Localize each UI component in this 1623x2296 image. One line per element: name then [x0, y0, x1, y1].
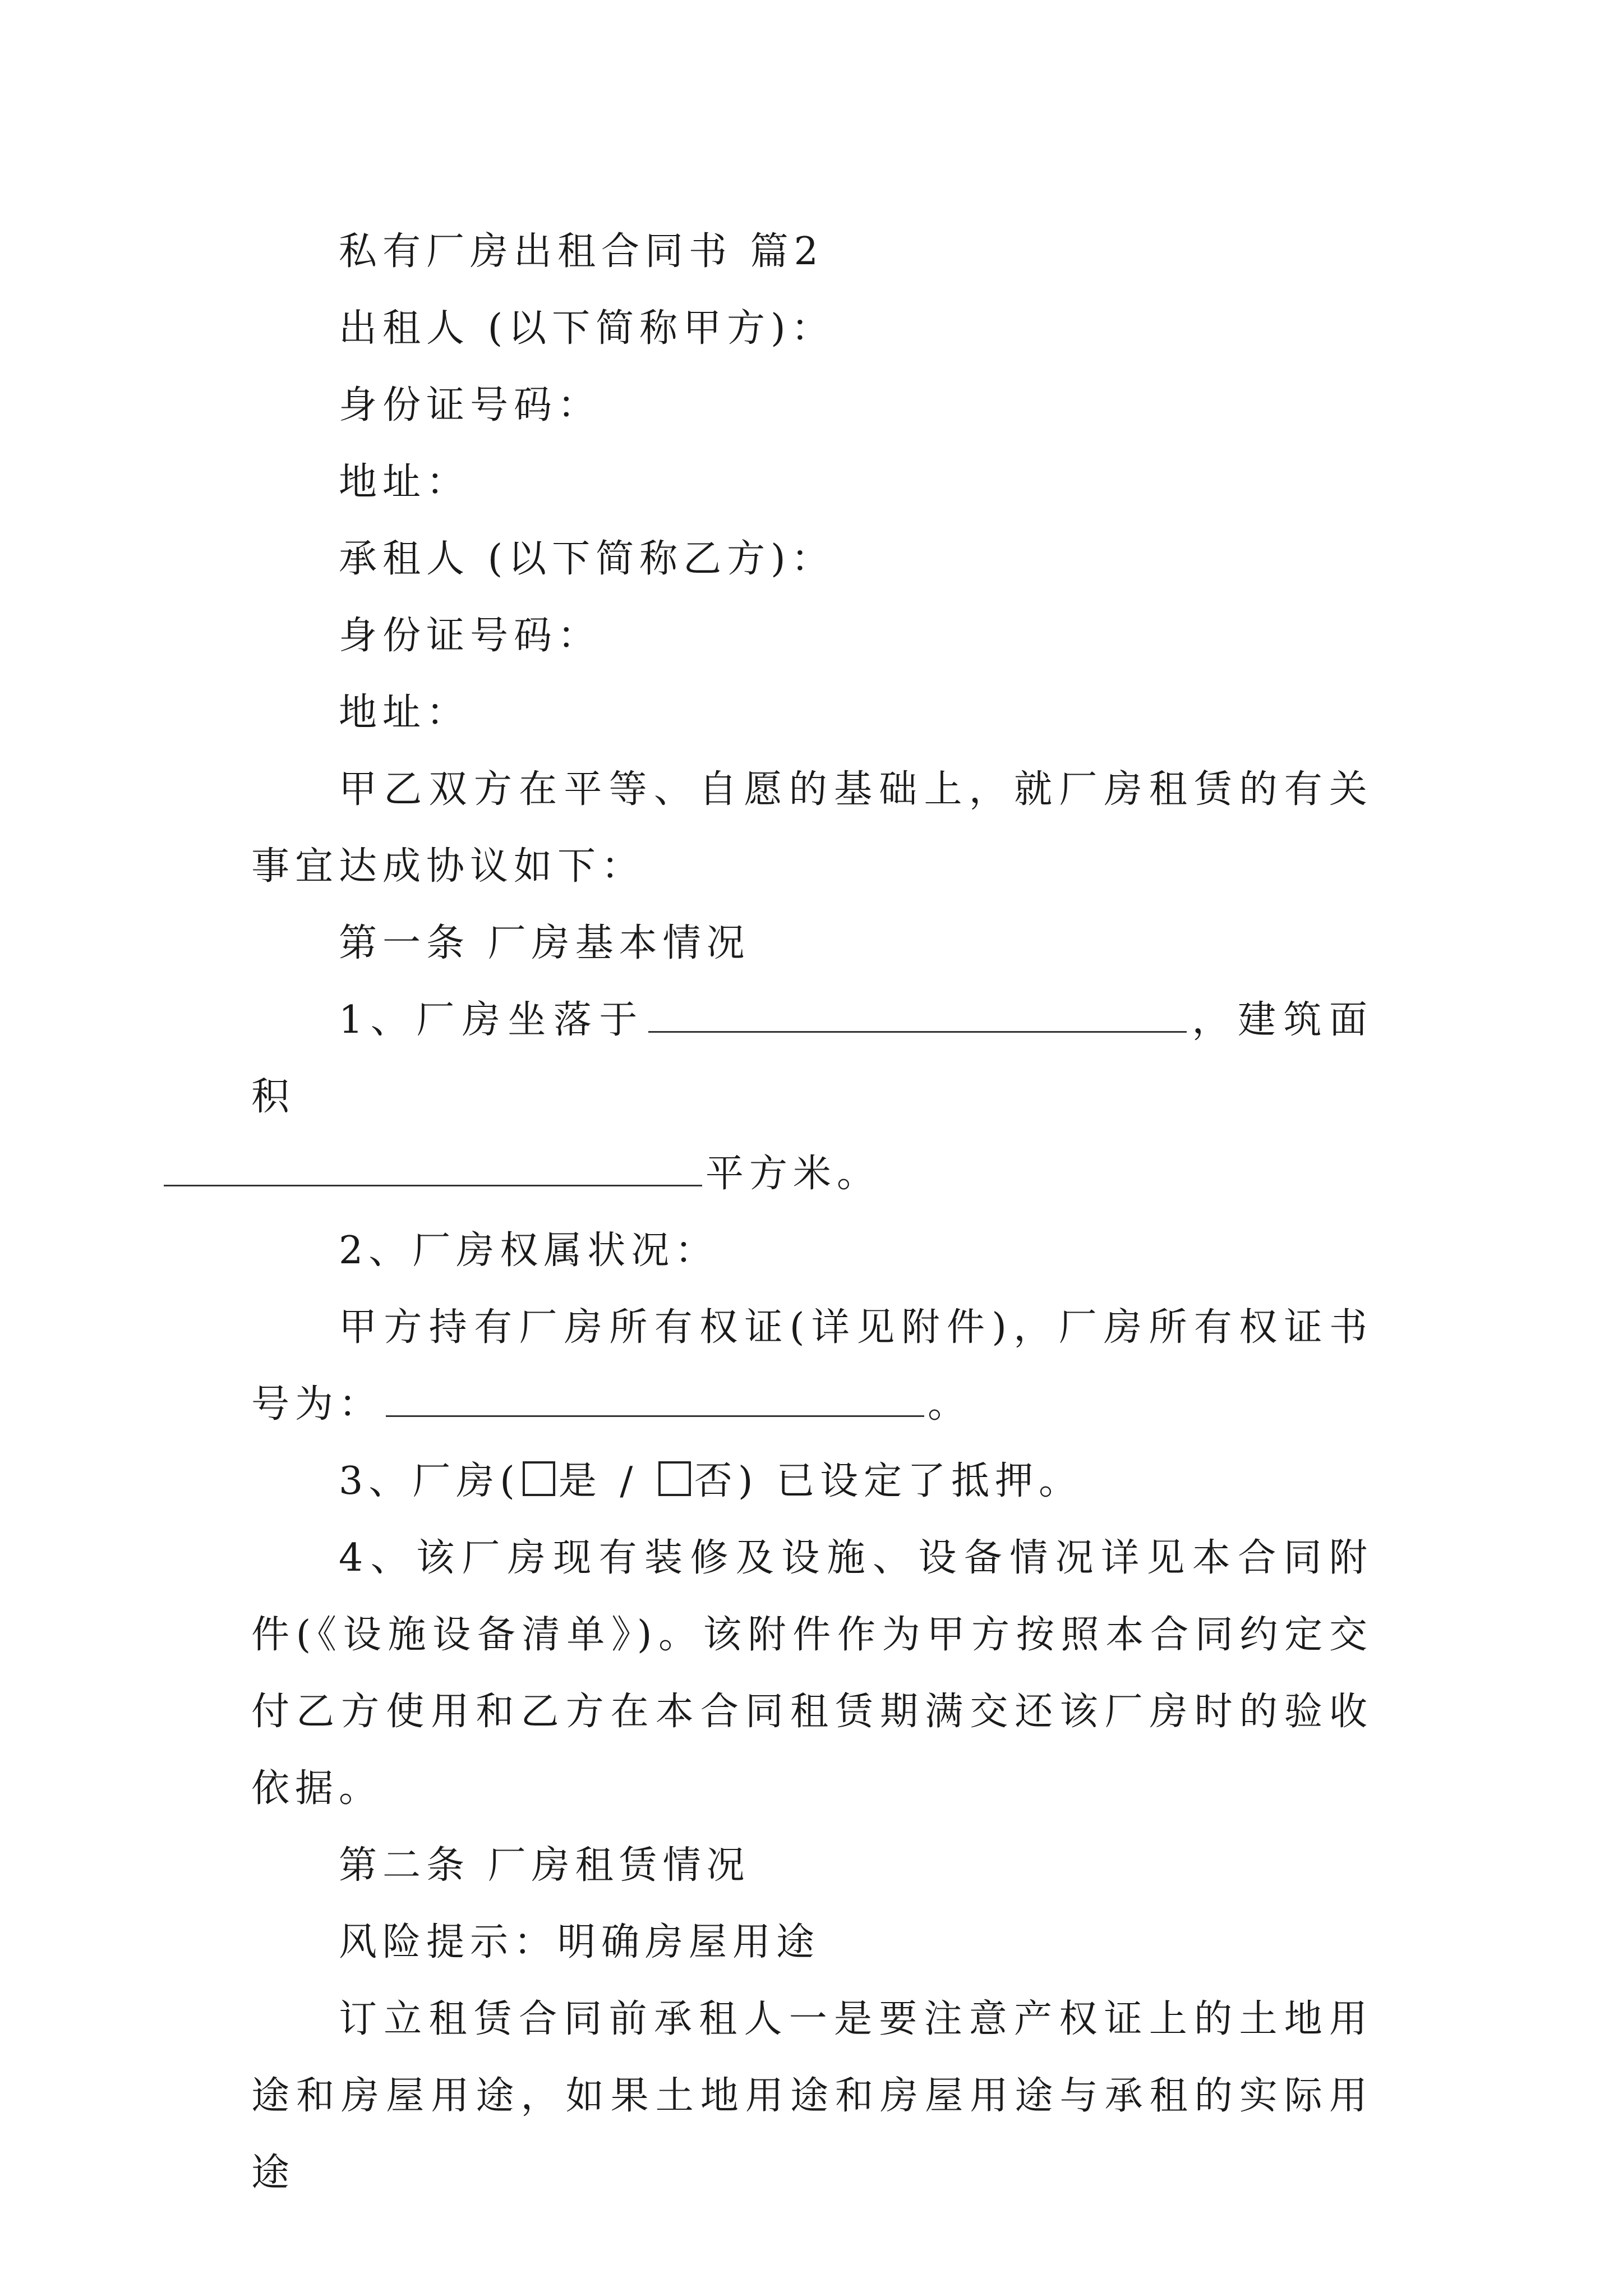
item-4-paragraph: 4、该厂房现有装修及设施、设备情况详见本合同附件(《设施设备清单》)。该附件作为甲方按照本合同约定交付乙方使用和乙方在本合同租赁期满交还该厂房时的验收依据。 [251, 1536, 1373, 1811]
item-3-line [251, 1443, 1373, 1520]
item-2-text: 甲方持有厂房所有权证(详见附件)，厂房所有权证书号为： [251, 1305, 1373, 1427]
area-blank [164, 1151, 702, 1186]
lessee-address-label: 地址： [339, 691, 471, 735]
intro-paragraph: 甲乙双方在平等、自愿的基础上，就厂房租赁的有关事宜达成协议如下： [251, 767, 1373, 889]
document-title: 私有厂房出租合同书 篇2 [339, 229, 824, 274]
location-blank [648, 997, 1187, 1033]
item-2-end: 。 [928, 1382, 972, 1427]
lessor-address-label: 地址： [339, 460, 471, 504]
risk-paragraph: 订立租赁合同前承租人一是要注意产权证上的土地用途和房屋用途，如果土地用途和房屋用途与承租的实际用途 [251, 1997, 1373, 2195]
risk-heading: 风险提示：明确房屋用途 [339, 1920, 820, 1964]
lessee-id-label: 身份证号码： [339, 614, 602, 658]
item-3-yes: 是 / [558, 1459, 656, 1503]
item-1-prefix: 1、厂房坐落于 [339, 998, 645, 1042]
item-3-no: 否) 已设定了抵押。 [694, 1459, 1083, 1503]
article-2-heading: 第二条 厂房租赁情况 [339, 1843, 750, 1888]
contract-page [251, 213, 1373, 2211]
item-1-middle: ，建筑面积 [251, 998, 1373, 1119]
item-2-heading: 2、厂房权属状况： [339, 1228, 719, 1273]
lessee-label: 承租人 (以下简称乙方)： [339, 537, 835, 581]
mortgage-yes-checkbox [523, 1461, 555, 1496]
lessor-id-label: 身份证号码： [339, 383, 602, 427]
item-2-paragraph [251, 1289, 1373, 1443]
lessor-label: 出租人 (以下简称甲方)： [339, 306, 835, 351]
item-1-suffix: 平方米。 [706, 1152, 881, 1196]
item-3-prefix: 3、厂房( [339, 1459, 520, 1503]
item-1-paragraph [251, 982, 1373, 1212]
mortgage-no-checkbox [658, 1461, 691, 1496]
article-1-heading: 第一条 厂房基本情况 [339, 921, 750, 965]
certificate-number-blank [386, 1382, 924, 1417]
